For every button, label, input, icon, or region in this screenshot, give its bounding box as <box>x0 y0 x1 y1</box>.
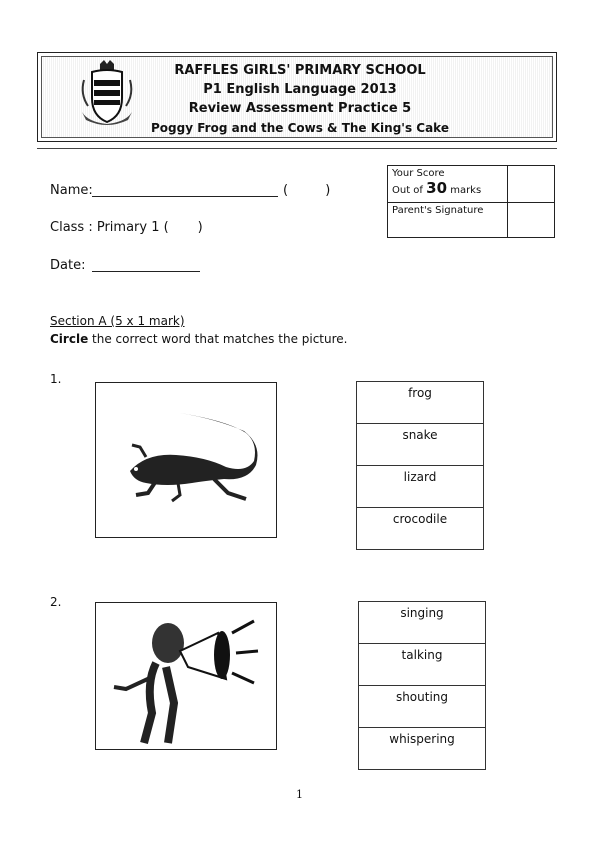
out-of-prefix: Out of <box>392 185 423 196</box>
marks-suffix: marks <box>450 185 482 196</box>
total-marks: 30 <box>426 179 448 197</box>
header-divider <box>37 148 557 149</box>
parent-signature-label: Parent's Signature <box>392 205 484 216</box>
instruction-text: the correct word that matches the picture. <box>88 332 348 346</box>
option-whispering[interactable]: whispering <box>359 728 486 770</box>
section-a-instruction <box>50 332 348 346</box>
date-field[interactable] <box>92 271 200 272</box>
name-field[interactable] <box>92 196 278 197</box>
question-1-picture <box>95 382 277 538</box>
school-crest-icon <box>78 60 136 130</box>
school-name: RAFFLES GIRLS' PRIMARY SCHOOL <box>174 63 426 78</box>
option-shouting[interactable]: shouting <box>359 686 486 728</box>
your-score-label: Your Score <box>392 168 445 179</box>
option-talking[interactable]: talking <box>359 644 486 686</box>
date-label: Date: <box>50 258 86 273</box>
score-value-cell[interactable] <box>508 166 555 203</box>
page-number: 1 <box>296 788 303 801</box>
class-label: Class : Primary 1 ( ) <box>50 220 203 235</box>
lizard-icon <box>96 383 276 537</box>
out-of-label <box>392 179 503 197</box>
topic-title: Poggy Frog and the Cows & The King's Cake <box>151 121 449 135</box>
name-register-paren: ( ) <box>283 183 331 198</box>
parent-signature-cell <box>388 203 508 238</box>
score-table <box>387 165 555 238</box>
option-frog[interactable]: frog <box>357 382 484 424</box>
option-singing[interactable]: singing <box>359 602 486 644</box>
question-1-options <box>356 381 484 550</box>
option-lizard[interactable]: lizard <box>357 466 484 508</box>
question-2-picture <box>95 602 277 750</box>
instruction-keyword: Circle <box>50 332 89 346</box>
section-a-title: Section A (5 x 1 mark) <box>50 314 185 328</box>
parent-signature-value-cell[interactable] <box>508 203 555 238</box>
person-with-megaphone-icon <box>96 603 276 749</box>
assessment-title: Review Assessment Practice 5 <box>188 101 412 116</box>
option-snake[interactable]: snake <box>357 424 484 466</box>
question-2-options <box>358 601 486 770</box>
question-2-number: 2. <box>50 595 62 609</box>
question-1-number: 1. <box>50 372 62 386</box>
option-crocodile[interactable]: crocodile <box>357 508 484 550</box>
subject-title: P1 English Language 2013 <box>203 82 397 97</box>
score-label-cell <box>388 166 508 203</box>
name-label: Name: <box>50 183 93 198</box>
